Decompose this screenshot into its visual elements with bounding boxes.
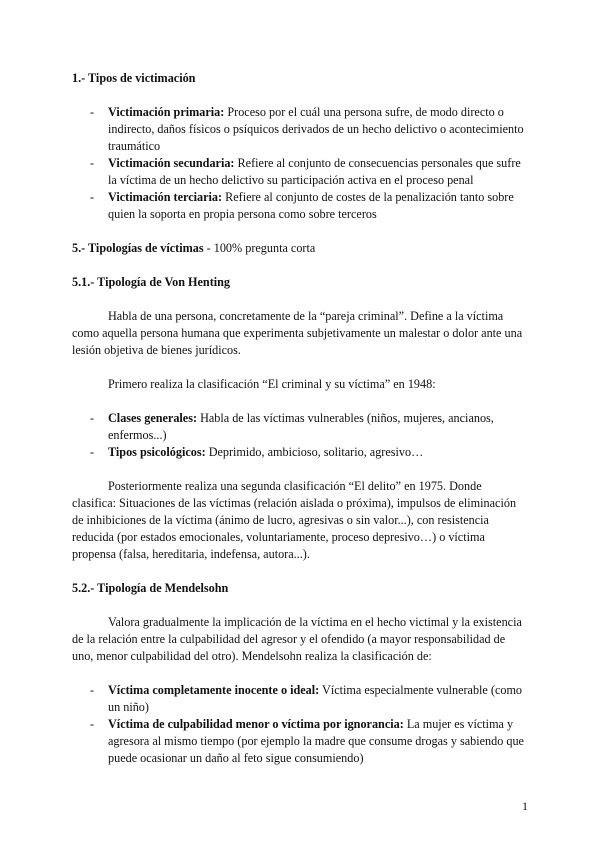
list-item-text: Deprimido, ambicioso, solitario, agresivo… [205,445,424,459]
paragraph: Valora gradualmente la implicación de la víctima en el hecho victimal y la existencia de la relación entre la culpabilidad del agresor y el ofendido (a mayor responsabilidad de uno, menor culpabilidad del otro). Mendelsohn realiza la clasificación de: [72,615,522,663]
section-heading-tipologias [72,240,528,257]
list-item-term: Victimación secundaria: [108,156,235,170]
list-item-term: Víctima de culpabilidad menor o víctima por ignorancia: [108,717,404,731]
list-item-term: Clases generales: [108,411,198,425]
list-item [72,104,528,155]
list-item-text: Proceso por el cuál una persona sufre, de modo directo o indirecto, daños físicos o psíquicos derivados de un hecho delictivo o acontecimiento traumático [108,105,524,153]
paragraph: Posteriormente realiza una segunda clasificación “El delito” en 1975. Donde clasifica: Situaciones de las víctimas (relación aislada o próxima), impulsos de eliminación de inhibiciones de la víctima (ánimo de lucro, agresivas o sin valor...), con resistencia reducida (por estados emocionales, voluntariamente, proceso depresivo…) o víctima propensa (falsa, hereditaria, indefensa, autora...). [72,479,517,561]
list-item-term: Victimación primaria: [108,105,225,119]
subsection-heading-von-henting: 5.1.- Tipología de Von Henting [72,275,231,289]
von-henting-list [72,410,528,461]
paragraph: Habla de una persona, concretamente de la “pareja criminal”. Define a la víctima como aquella persona humana que experimenta subjetivamente un malestar o dolor ante una lesión objetiva de bienes jurídicos. [72,309,523,357]
list-item-text: Refiere al conjunto de costes de la penalización tanto sobre quien la soporta en propia persona como sobre terceros [108,190,514,221]
list-item-text: Refiere al conjunto de consecuencias personales que sufre la víctima de un hecho delictivo su participación activa en el proceso penal [108,156,521,187]
list-item [72,410,528,444]
list-item [72,444,528,461]
page-number: 1 [522,799,528,813]
list-item-term: Víctima completamente inocente o ideal: [108,683,320,697]
mendelsohn-list [72,682,528,767]
subsection-heading-mendelsohn: 5.2.- Tipología de Mendelsohn [72,581,229,595]
paragraph: Primero realiza la clasificación “El criminal y su víctima” en 1948: [108,377,436,391]
list-item [72,716,528,767]
list-item-text: La mujer es víctima y agresora al mismo tiempo (por ejemplo la madre que consume drogas y sabiendo que puede ocasionar un daño al feto sigue consumiendo) [108,717,524,765]
list-item-text: Habla de las víctimas vulnerables (niños, mujeres, ancianos, enfermos...) [108,411,494,442]
section-heading-note: - 100% pregunta corta [203,241,316,255]
section-heading-tipologias-title: 5.- Tipologías de víctimas [72,241,204,255]
victimation-types-list [72,104,528,223]
list-item [72,189,528,223]
list-item [72,682,528,716]
section-heading-tipos-victimacion: 1.- Tipos de victimación [72,71,196,85]
list-item-term: Victimación terciaria: [108,190,223,204]
list-item-text: Víctima especialmente vulnerable (como un niño) [108,683,523,714]
list-item [72,155,528,189]
list-item-term: Tipos psicológicos: [108,445,206,459]
